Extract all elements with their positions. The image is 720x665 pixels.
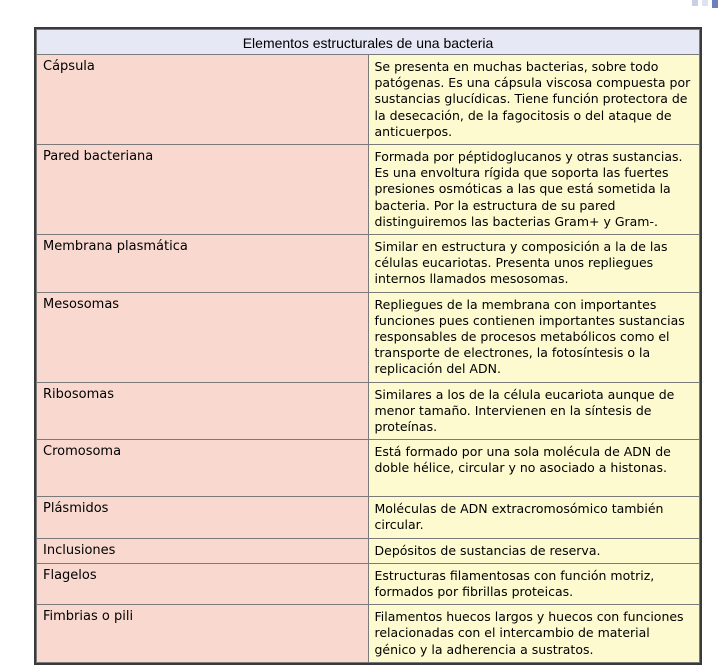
corner-square [702,0,708,6]
row-definition: Estructuras filamentosas con función motriz, formados por fibrillas proteicas. [368,563,700,604]
row-term: Mesosomas [37,292,369,382]
table-header-row [37,30,700,55]
row-definition: Moléculas de ADN extracromosómico también circular. [368,497,700,538]
row-term: Pared bacteriana [37,145,369,235]
row-definition: Repliegues de la membrana con importantes funciones pues contienen importantes sustancias responsables de procesos metabólicos como el transporte de electrones, la fotosíntesis o la replicación del ADN. [368,292,700,382]
table-row [37,440,700,497]
table-row [37,497,700,538]
table-row [37,235,700,293]
table-row [37,292,700,382]
bacteria-structures-table [34,27,702,665]
row-definition: Similares a los de la célula eucariota aunque de menor tamaño. Intervienen en la síntesis de proteínas. [368,382,700,440]
table-row [37,538,700,563]
row-term: Membrana plasmática [37,235,369,293]
row-term: Cromosoma [37,440,369,497]
row-term: Fimbrias o pili [37,605,369,663]
table-title: Elementos estructurales de una bacteria [37,30,700,55]
corner-square [692,0,698,6]
table-row [37,605,700,663]
table-row [37,145,700,235]
corner-decoration [680,0,720,8]
row-definition: Similar en estructura y composición a la de las células eucariotas. Presenta unos repliegues internos llamados mesosomas. [368,235,700,293]
row-definition: Está formado por una sola molécula de ADN de doble hélice, circular y no asociado a histonas. [368,440,700,497]
table-row [37,563,700,604]
row-term: Flagelos [37,563,369,604]
row-definition: Filamentos huecos largos y huecos con funciones relacionadas con el intercambio de material génico y la adherencia a sustratos. [368,605,700,663]
table-row [37,382,700,440]
table-row [37,55,700,145]
corner-bar [712,0,718,8]
row-term: Inclusiones [37,538,369,563]
row-definition: Depósitos de sustancias de reserva. [368,538,700,563]
row-definition: Se presenta en muchas bacterias, sobre todo patógenas. Es una cápsula viscosa compuesta por sustancias glucídicas. Tiene función protectora de la desecación, de la fagocitosis o del ataque de anticuerpos. [368,55,700,145]
row-term: Plásmidos [37,497,369,538]
row-term: Cápsula [37,55,369,145]
row-definition: Formada por péptidoglucanos y otras sustancias. Es una envoltura rígida que soporta las fuertes presiones osmóticas a las que está sometida la bacteria. Por la estructura de su pared distinguiremos las bacterias Gram+ y Gram-. [368,145,700,235]
row-term: Ribosomas [37,382,369,440]
